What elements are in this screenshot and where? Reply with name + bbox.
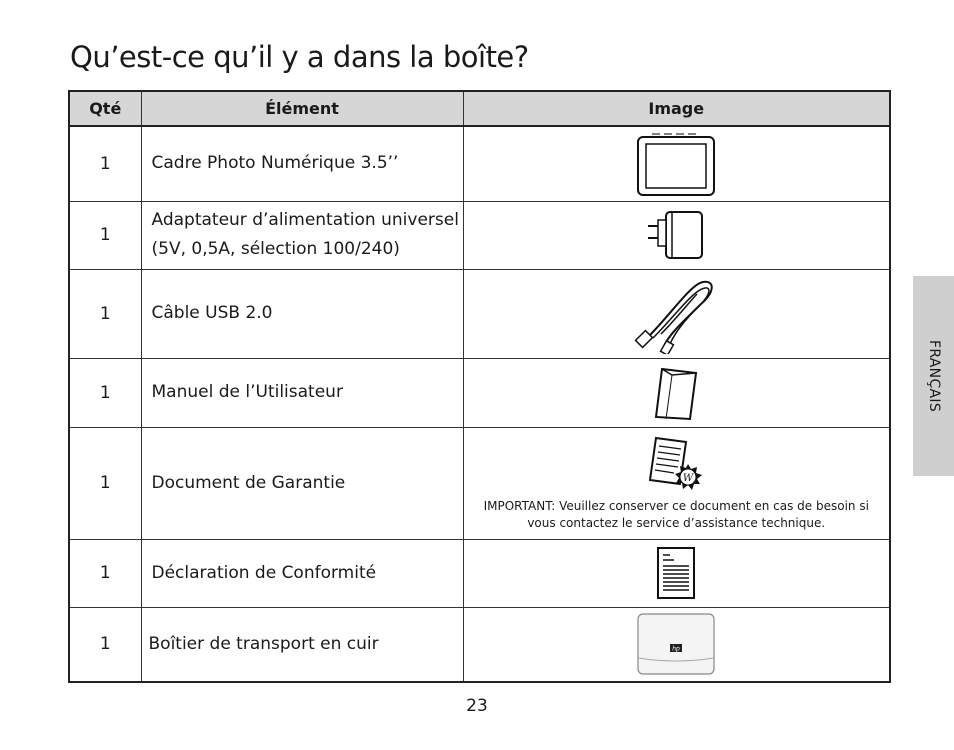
row-item-line: Adaptateur d’alimentation universel bbox=[151, 210, 459, 230]
table-row bbox=[69, 539, 890, 607]
row-qty: 1 bbox=[69, 201, 141, 269]
row-qty: 1 bbox=[69, 539, 141, 607]
hp-logo-text: hp bbox=[672, 645, 681, 653]
row-qty: 1 bbox=[69, 427, 141, 539]
row-qty: 1 bbox=[69, 358, 141, 427]
row-qty: 1 bbox=[69, 126, 141, 201]
language-tab-label: FRANÇAIS bbox=[925, 339, 942, 413]
row-item: Document de Garantie bbox=[141, 427, 463, 539]
row-item: Déclaration de Conformité bbox=[141, 539, 463, 607]
manual-icon bbox=[652, 365, 700, 421]
language-side-tab bbox=[913, 276, 954, 476]
table-header-row bbox=[69, 91, 890, 126]
table-row bbox=[69, 358, 890, 427]
page-number: 23 bbox=[466, 696, 488, 716]
warranty-document-icon bbox=[646, 434, 706, 494]
warranty-badge-letter: W bbox=[683, 473, 694, 484]
header-item: Élément bbox=[141, 91, 463, 126]
page-title: Qu’est-ce qu’il y a dans la boîte? bbox=[70, 40, 529, 74]
warranty-note-line: IMPORTANT: Veuillez conserver ce document en cas de besoin si bbox=[483, 499, 869, 513]
row-item: Câble USB 2.0 bbox=[141, 269, 463, 358]
warranty-note-line: vous contactez le service d’assistance technique. bbox=[527, 516, 826, 530]
row-item: Manuel de l’Utilisateur bbox=[141, 358, 463, 427]
row-item: Boîtier de transport en cuir bbox=[141, 607, 463, 682]
table-row bbox=[69, 269, 890, 358]
header-qty: Qté bbox=[69, 91, 141, 126]
table-row bbox=[69, 427, 890, 539]
row-item-line: (5V, 0,5A, sélection 100/240) bbox=[151, 239, 400, 259]
row-item bbox=[141, 201, 463, 269]
conformity-document-icon bbox=[656, 546, 696, 600]
header-image: Image bbox=[463, 91, 890, 126]
contents-table bbox=[68, 90, 891, 683]
photo-frame-icon bbox=[636, 131, 716, 197]
leather-case-icon bbox=[636, 612, 716, 676]
row-item: Cadre Photo Numérique 3.5’’ bbox=[141, 126, 463, 201]
row-qty: 1 bbox=[69, 269, 141, 358]
usb-cable-icon bbox=[631, 274, 721, 354]
table-row bbox=[69, 126, 890, 201]
table-row bbox=[69, 607, 890, 682]
table-row bbox=[69, 201, 890, 269]
power-adapter-icon bbox=[646, 208, 706, 262]
warranty-note bbox=[464, 498, 890, 532]
row-qty: 1 bbox=[69, 607, 141, 682]
